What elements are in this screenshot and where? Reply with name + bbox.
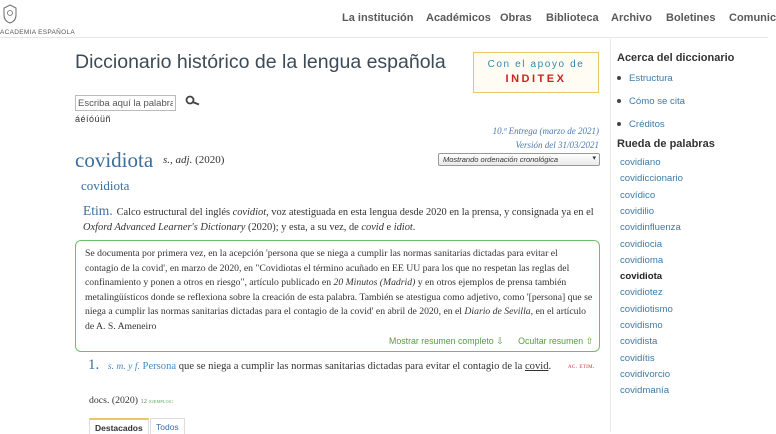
wheel-item[interactable]: covidiotez	[620, 287, 663, 299]
sense-text: que se niega a cumplir las normas sanitarias dictadas para evitar el contagio de la	[176, 361, 525, 372]
wheel-item[interactable]: covidinfluenza	[620, 222, 681, 234]
etim-word: idiot	[393, 222, 413, 233]
etim-label: Etim.	[83, 203, 113, 218]
summary-part: y en otros ejemplos de prensa también metalingüísticos donde se reflexiona sobre la creación de esta palabra. También se atestigua como adjetivo, como '[persona] que se niega a cumplir las normas sanitarias dictadas para el contagio de la covid' en abril de 2020, en el	[85, 277, 593, 317]
about-link-como-se-cita[interactable]	[617, 96, 685, 107]
headword-year: (2020)	[195, 154, 225, 166]
nav-la-institucion[interactable]: La institución	[342, 12, 414, 24]
etim-source: Oxford Advanced Learner's Dictionary	[83, 222, 246, 233]
sponsor-brand: INDITEX	[505, 73, 567, 85]
etymology	[83, 203, 603, 235]
etim-text: (2020); y esta, a su vez, de	[245, 222, 362, 233]
summary-part: Se documenta por primera vez, en la acepción 'persona que se niega a cumplir las normas sanitarias dictadas para evitar el contagio de la covid', en marzo de 2020, en "Covidiotas el término acuñado en EE UU para los que no respetan las reglas del confinamiento y ponen a otros en riesgo", artículo publicado en	[85, 248, 570, 288]
wheel-item[interactable]: covidismo	[620, 320, 663, 331]
summary-box	[75, 240, 600, 352]
summary-source: 20 Minutos (Madrid)	[333, 277, 416, 288]
top-navigation	[0, 0, 776, 38]
chevron-down-icon: ▾	[592, 155, 596, 162]
sense-grammar[interactable]: s. m. y f.	[107, 361, 140, 372]
docs-year: docs. (2020)	[89, 395, 138, 406]
wheel-item[interactable]: covídico	[620, 189, 656, 201]
nav-comunicacion[interactable]: Comunic	[729, 12, 776, 24]
bullet-icon	[617, 99, 621, 103]
wheel-item[interactable]: covidiotismo	[620, 303, 673, 315]
nav-archivo[interactable]: Archivo	[611, 12, 652, 24]
etim-text: Calco estructural del inglés	[116, 207, 233, 218]
sense-1	[88, 358, 606, 374]
headword: covidiota	[75, 148, 154, 172]
category: s., adj.	[163, 154, 193, 166]
about-link-label: Cómo se cita	[629, 96, 685, 107]
summary-source: Diario de Sevilla	[464, 306, 531, 317]
nav-boletines[interactable]: Boletines	[666, 12, 716, 24]
wheel-item[interactable]: covidmanía	[620, 385, 670, 397]
sense-end: .	[548, 361, 552, 372]
about-link-label: Créditos	[629, 119, 665, 130]
special-characters[interactable]: áéíóúüñ	[75, 114, 112, 124]
summary-links	[389, 336, 593, 347]
search-input[interactable]	[75, 95, 176, 111]
ac-etim-badge: ac. etim.	[568, 363, 595, 370]
sponsor-banner[interactable]	[473, 52, 599, 93]
etim-word: covid	[361, 222, 384, 233]
nav-academicos[interactable]: Académicos	[426, 12, 491, 24]
about-link-estructura[interactable]	[617, 73, 673, 84]
wheel-item[interactable]: covidivorcio	[620, 368, 671, 380]
crest-icon	[2, 4, 18, 24]
order-select[interactable]	[438, 153, 600, 166]
page-title: Diccionario histórico de la lengua española	[75, 51, 446, 73]
tab-destacados[interactable]: Destacados	[89, 418, 149, 434]
sense-link-persona[interactable]: Persona	[142, 361, 177, 372]
subheadword: covidiota	[81, 178, 130, 193]
wheel-item[interactable]: covidista	[620, 336, 658, 348]
nav-obras[interactable]: Obras	[500, 12, 532, 24]
search-icon[interactable]	[185, 95, 201, 107]
docs-line	[89, 395, 173, 406]
etim-text: , voz atestiguada en esta lengua desde 2020 en la prensa, y consignada ya en el	[266, 207, 594, 218]
examples-count: 12 ejemplos:	[140, 398, 174, 405]
sense-link-covid[interactable]: covid	[524, 361, 549, 372]
summary-text	[85, 247, 593, 334]
bullet-icon	[617, 76, 621, 80]
version-info: Versión del 31/03/2021	[515, 140, 599, 150]
hide-summary-link[interactable]: Ocultar resumen ⇧	[518, 336, 593, 346]
wheel-item[interactable]: covidítis	[620, 352, 655, 364]
etim-word: covidiot	[232, 207, 267, 218]
about-heading: Acerca del diccionario	[617, 52, 735, 64]
wheel-item[interactable]: covidiota	[620, 271, 663, 283]
sense-number: 1.	[88, 357, 100, 373]
nav-biblioteca[interactable]: Biblioteca	[546, 12, 599, 24]
sidebar	[610, 39, 768, 432]
about-link-label: Estructura	[629, 73, 673, 84]
wheel-item[interactable]: covidilio	[620, 205, 655, 217]
etim-text: .	[412, 222, 416, 233]
order-select-value: Mostrando ordenación cronológica	[443, 155, 559, 164]
entrega-info: 10.ª Entrega (marzo de 2021)	[492, 126, 599, 136]
sponsor-line: Con el apoyo de	[487, 59, 585, 70]
wheel-item[interactable]: covidioma	[620, 254, 664, 266]
wheel-item[interactable]: covidiocia	[620, 238, 663, 250]
rae-logo[interactable]	[0, 4, 76, 38]
wheel-heading: Rueda de palabras	[617, 138, 715, 150]
logo-text: ACADEMIA ESPAÑOLA	[0, 29, 76, 36]
summary-part: , en el artículo de A. S. Ameneiro	[85, 306, 587, 332]
wheel-item[interactable]: covidiccionario	[620, 173, 683, 185]
wheel-item[interactable]: covidiano	[620, 157, 661, 168]
tab-todos[interactable]: Todos	[150, 418, 185, 434]
etim-text: e	[383, 222, 394, 233]
bullet-icon	[617, 122, 621, 126]
headword-category	[163, 154, 224, 166]
about-link-creditos[interactable]	[617, 119, 665, 130]
show-summary-link[interactable]: Mostrar resumen completo ⇩	[389, 336, 504, 346]
